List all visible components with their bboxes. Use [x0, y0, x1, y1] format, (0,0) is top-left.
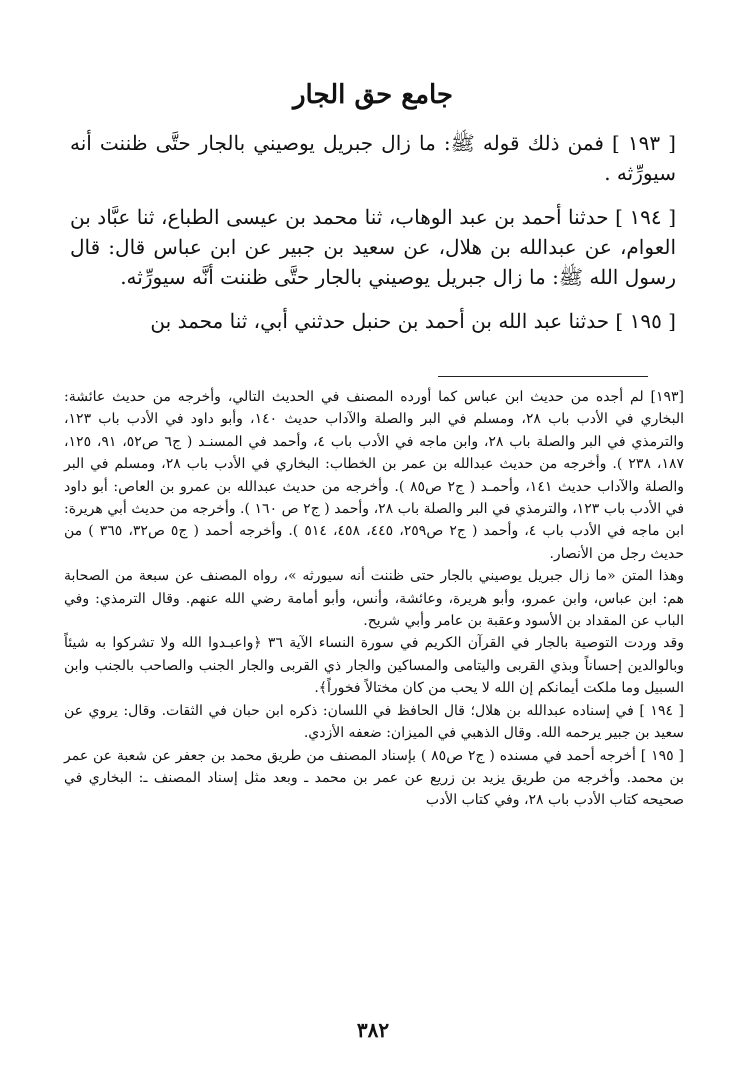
footnote-194: [ ١٩٤ ] في إسناده عبدالله بن هلال؛ قال الحافظ في اللسان: ذكره ابن حبان في الثقات. وقال: يروي عن سعيد بن جبير يرحمه الله. وقال الذهبي في الميزان: ضعفه الأزدي. [64, 702, 684, 742]
hadith-194-paragraph: [ ١٩٤ ] حدثنا أحمد بن عبد الوهاب، ثنا محمد بن عيسى الطباع، ثنا عبَّاد بن العوام، عن عبدالله بن هلال، عن سعيد بن جبير عن ابن عباس قال: قال رسول الله ﷺ: ما زال جبريل يوصيني بالجار حتَّى ظننت أنَّه سيورِّثه. [70, 205, 676, 289]
footnote-193: [١٩٣] لم أجده من حديث ابن عباس كما أورده المصنف في الحديث التالي، وأخرجه من حديث عائشة: البخاري في الأدب باب ٢٨، ومسلم في البر والصلة والآداب حديث ١٤٠، وأبو داود في الأدب باب ١٢٣، والترمذي في البر والصلة باب ٢٨، وابن ماجه في الأدب باب ٤، وأحمد في المسنـد ( ج٦ ص٥٢، ٩١، ١٢٥، ١٨٧، ٢٣٨ ). وأخرجه من حديث عبدالله بن عمر بن الخطاب: البخاري في الأدب باب ٢٨، ومسلم في البر والصلة والآداب حديث ١٤١، وأحمـد ( ج٢ ص٨٥ ). وأخرجه من حديث عبدالله بن عمرو بن العاص: أبو داود في الأدب باب ١٢٣، والترمذي في البر والصلة باب ٢٨، وأحمد ( ج٢ ص ١٦٠ ). وأخرجه من حديث أبي هريرة: ابن ماجه في الأدب باب ٤، وأحمد ( ج٢ ص٢٥٩، ٤٤٥، ٤٥٨، ٥١٤ ). وأخرجه أحمد ( ج٥ ص٣٢، ٣٦٥ ) من حديث رجل من الأنصار. [64, 389, 685, 562]
page-number: ٣٨٢ [356, 1018, 390, 1042]
footnote-193-matn-note: وهذا المتن «ما زال جبريل يوصيني بالجار حتى ظننت أنه سيورثه »، رواه المصنف عن سبعة من الصحابة هم: ابن عباس، وابن عمرو، وأبو هريرة، وعائشة، وأنس، وأبو أمامة رضي الله عنهم. وقال الترمذي: وفي الباب عن المقداد بن الأسود وعقبة بن عامر وأبي شريح. [64, 568, 684, 630]
footnote-195: [ ١٩٥ ] أخرجه أحمد في مسنده ( ج٢ ص٨٥ ) بإسناد المصنف من طريق محمد بن جعفر عن شعبة عن عمر بن محمد. وأخرجه من طريق يزيد بن زريع عن عمر بن محمد ـ وبعد مثل إسناد المصنف ـ: البخاري في صحيحه كتاب الأدب باب ٢٨، وفي كتاب الأدب [64, 747, 684, 809]
footnote-193-quran-note: وقد وردت التوصية بالجار في القرآن الكريم في سورة النساء الآية ٣٦ ﴿واعبـدوا الله ولا تشركوا به شيئاً وبالوالدين إحساناً وبذي القربى واليتامى والمساكين والجار ذي القربى والجار الجنب والصاحب بالجنب وابن السبيل وما ملكت أيمانكم إن الله لا يحب من كان مختالاً فخوراً﴾. [64, 635, 684, 697]
page-title: جامع حق الجار [292, 80, 454, 110]
footnotes [64, 386, 684, 812]
main-text [70, 128, 676, 350]
footnote-divider [438, 376, 648, 377]
hadith-195-paragraph: [ ١٩٥ ] حدثنا عبد الله بن أحمد بن حنبل حدثني أبي، ثنا محمد بن [150, 309, 676, 333]
hadith-193-paragraph: [ ١٩٣ ] فمن ذلك قوله ﷺ: ما زال جبريل يوصيني بالجار حتَّى ظننت أنه سيورِّثه . [70, 131, 676, 185]
